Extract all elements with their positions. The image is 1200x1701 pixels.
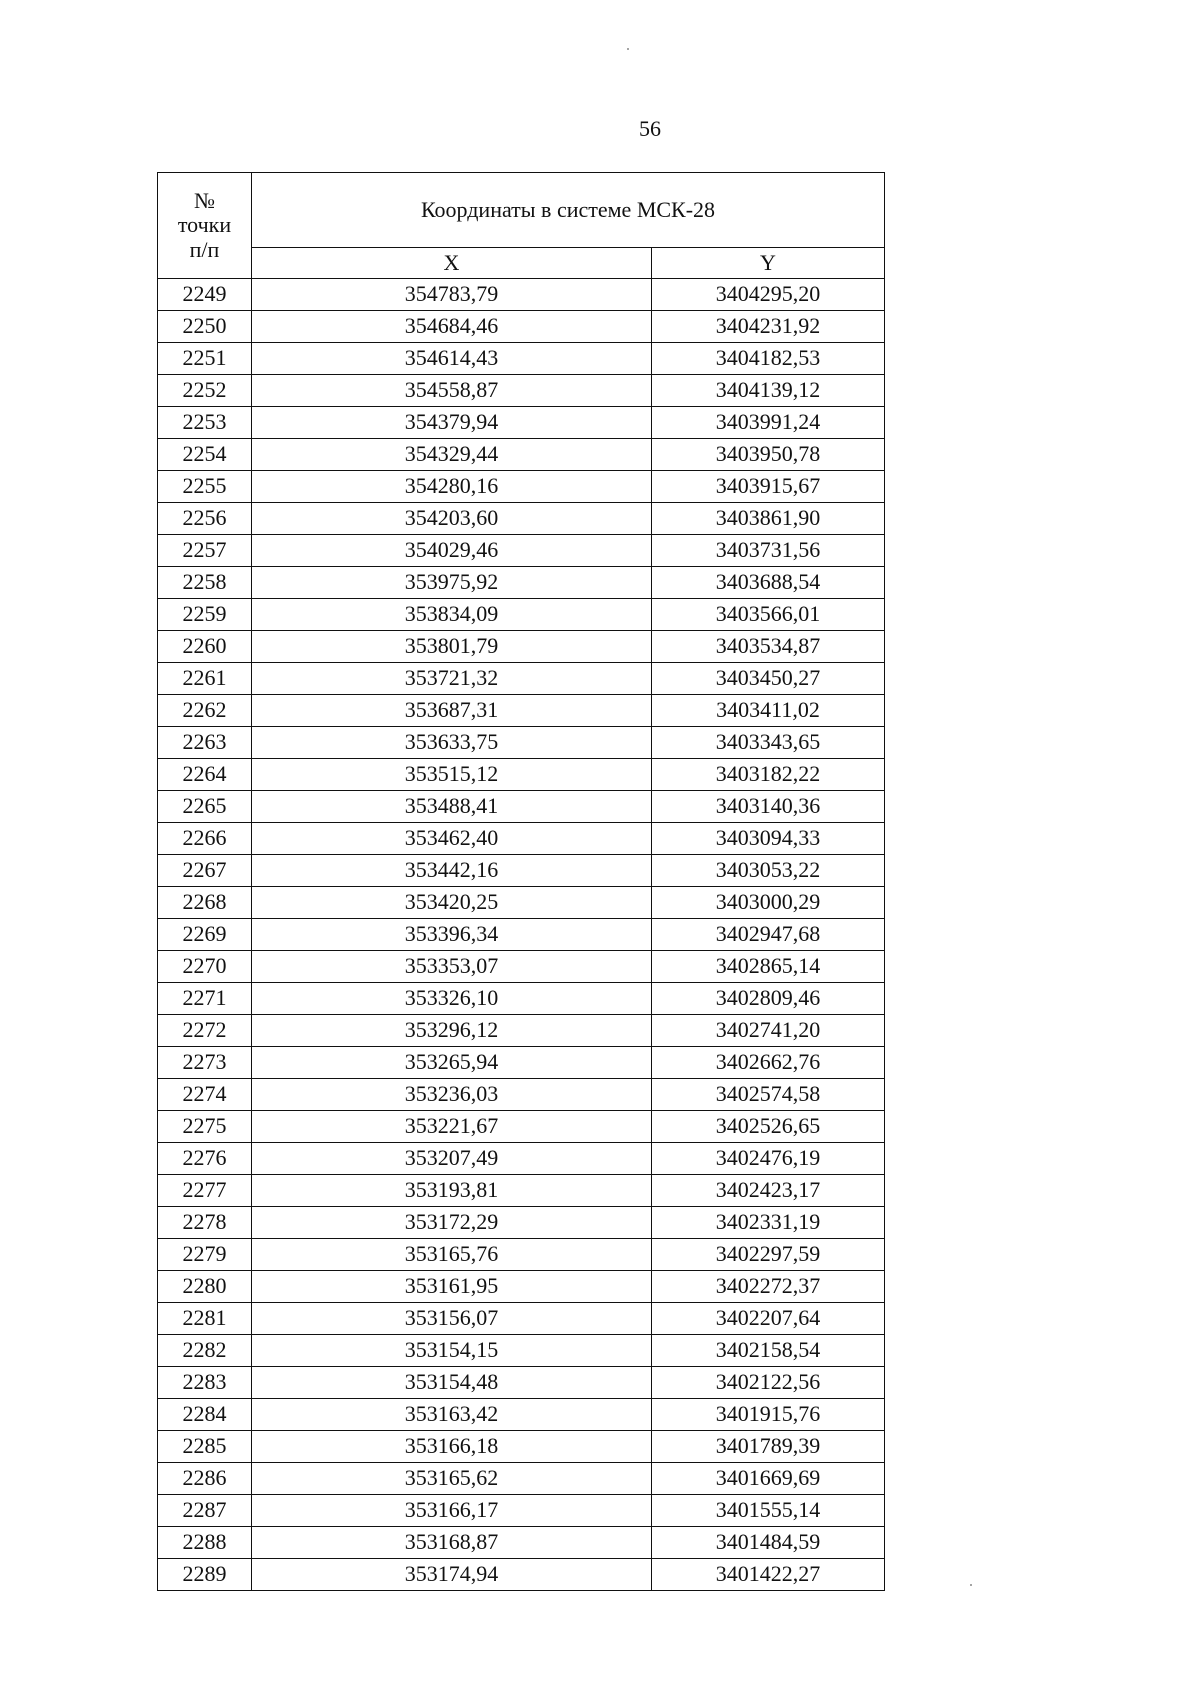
point-number-cell: 2280 bbox=[158, 1271, 252, 1303]
point-number-cell: 2260 bbox=[158, 631, 252, 663]
y-coordinate-cell: 3401789,39 bbox=[652, 1431, 885, 1463]
x-coordinate-cell: 354280,16 bbox=[252, 471, 652, 503]
x-coordinate-cell: 353975,92 bbox=[252, 567, 652, 599]
table-row bbox=[158, 1239, 885, 1271]
point-number-cell: 2277 bbox=[158, 1175, 252, 1207]
point-number-cell: 2256 bbox=[158, 503, 252, 535]
x-coordinate-cell: 353156,07 bbox=[252, 1303, 652, 1335]
y-coordinate-cell: 3403566,01 bbox=[652, 599, 885, 631]
x-coordinate-cell: 353420,25 bbox=[252, 887, 652, 919]
point-number-cell: 2272 bbox=[158, 1015, 252, 1047]
table-row bbox=[158, 791, 885, 823]
y-coordinate-cell: 3403450,27 bbox=[652, 663, 885, 695]
x-coordinate-cell: 354379,94 bbox=[252, 407, 652, 439]
y-coordinate-cell: 3402809,46 bbox=[652, 983, 885, 1015]
table-row bbox=[158, 1303, 885, 1335]
y-coordinate-cell: 3403140,36 bbox=[652, 791, 885, 823]
table-row bbox=[158, 375, 885, 407]
table-row bbox=[158, 759, 885, 791]
y-coordinate-cell: 3401484,59 bbox=[652, 1527, 885, 1559]
point-number-cell: 2276 bbox=[158, 1143, 252, 1175]
point-number-cell: 2288 bbox=[158, 1527, 252, 1559]
y-coordinate-cell: 3402331,19 bbox=[652, 1207, 885, 1239]
point-number-cell: 2268 bbox=[158, 887, 252, 919]
point-word: точки bbox=[177, 212, 232, 238]
point-number-cell: 2253 bbox=[158, 407, 252, 439]
table-row bbox=[158, 1079, 885, 1111]
table-row bbox=[158, 1431, 885, 1463]
point-number-cell: 2264 bbox=[158, 759, 252, 791]
y-coordinate-cell: 3402741,20 bbox=[652, 1015, 885, 1047]
y-coordinate-cell: 3404182,53 bbox=[652, 343, 885, 375]
x-coordinate-cell: 353326,10 bbox=[252, 983, 652, 1015]
x-coordinate-cell: 353165,76 bbox=[252, 1239, 652, 1271]
table-row bbox=[158, 439, 885, 471]
x-coordinate-cell: 353687,31 bbox=[252, 695, 652, 727]
x-coordinate-cell: 353488,41 bbox=[252, 791, 652, 823]
y-coordinate-cell: 3403094,33 bbox=[652, 823, 885, 855]
page-number: 56 bbox=[639, 116, 661, 141]
x-coordinate-cell: 354029,46 bbox=[252, 535, 652, 567]
point-number-cell: 2257 bbox=[158, 535, 252, 567]
point-number-cell: 2282 bbox=[158, 1335, 252, 1367]
x-coordinate-cell: 353207,49 bbox=[252, 1143, 652, 1175]
table-row bbox=[158, 471, 885, 503]
point-number-cell: 2255 bbox=[158, 471, 252, 503]
point-number-cell: 2278 bbox=[158, 1207, 252, 1239]
point-number-cell: 2266 bbox=[158, 823, 252, 855]
y-coordinate-cell: 3403534,87 bbox=[652, 631, 885, 663]
x-column-header: X bbox=[252, 248, 652, 279]
y-coordinate-cell: 3403343,65 bbox=[652, 727, 885, 759]
table-row bbox=[158, 823, 885, 855]
point-number-cell: 2273 bbox=[158, 1047, 252, 1079]
x-coordinate-cell: 353154,48 bbox=[252, 1367, 652, 1399]
point-number-cell: 2267 bbox=[158, 855, 252, 887]
x-coordinate-cell: 354684,46 bbox=[252, 311, 652, 343]
y-coordinate-cell: 3403991,24 bbox=[652, 407, 885, 439]
table-body bbox=[158, 279, 885, 1591]
y-coordinate-cell: 3402272,37 bbox=[652, 1271, 885, 1303]
y-coordinate-cell: 3403411,02 bbox=[652, 695, 885, 727]
y-coordinate-cell: 3403000,29 bbox=[652, 887, 885, 919]
y-coordinate-cell: 3402423,17 bbox=[652, 1175, 885, 1207]
scan-speck bbox=[627, 48, 629, 50]
table-row bbox=[158, 983, 885, 1015]
x-coordinate-cell: 353161,95 bbox=[252, 1271, 652, 1303]
table-row bbox=[158, 855, 885, 887]
table-row bbox=[158, 343, 885, 375]
point-number-cell: 2269 bbox=[158, 919, 252, 951]
table-row bbox=[158, 1559, 885, 1591]
x-coordinate-cell: 353834,09 bbox=[252, 599, 652, 631]
point-number-cell: 2249 bbox=[158, 279, 252, 311]
x-coordinate-cell: 353396,34 bbox=[252, 919, 652, 951]
point-number-cell: 2254 bbox=[158, 439, 252, 471]
y-coordinate-cell: 3402476,19 bbox=[652, 1143, 885, 1175]
y-coordinate-cell: 3402122,56 bbox=[652, 1367, 885, 1399]
y-coordinate-cell: 3401669,69 bbox=[652, 1463, 885, 1495]
y-coordinate-cell: 3402865,14 bbox=[652, 951, 885, 983]
y-coordinate-cell: 3402297,59 bbox=[652, 1239, 885, 1271]
x-coordinate-cell: 353154,15 bbox=[252, 1335, 652, 1367]
table-row bbox=[158, 727, 885, 759]
point-number-cell: 2286 bbox=[158, 1463, 252, 1495]
x-coordinate-cell: 354614,43 bbox=[252, 343, 652, 375]
table-row bbox=[158, 1143, 885, 1175]
scan-speck bbox=[970, 1584, 972, 1586]
ordinal-abbr: п/п bbox=[189, 236, 220, 262]
table-row bbox=[158, 887, 885, 919]
point-number-cell: 2279 bbox=[158, 1239, 252, 1271]
point-number-cell: 2274 bbox=[158, 1079, 252, 1111]
x-coordinate-cell: 353265,94 bbox=[252, 1047, 652, 1079]
point-number-cell: 2251 bbox=[158, 343, 252, 375]
x-coordinate-cell: 353721,32 bbox=[252, 663, 652, 695]
point-number-cell: 2258 bbox=[158, 567, 252, 599]
table-row bbox=[158, 1495, 885, 1527]
table-row bbox=[158, 631, 885, 663]
point-number-cell: 2284 bbox=[158, 1399, 252, 1431]
y-coordinate-cell: 3403688,54 bbox=[652, 567, 885, 599]
x-coordinate-cell: 354558,87 bbox=[252, 375, 652, 407]
y-coordinate-cell: 3401555,14 bbox=[652, 1495, 885, 1527]
point-number-cell: 2283 bbox=[158, 1367, 252, 1399]
point-number-cell: 2271 bbox=[158, 983, 252, 1015]
y-coordinate-cell: 3403915,67 bbox=[652, 471, 885, 503]
x-coordinate-cell: 353296,12 bbox=[252, 1015, 652, 1047]
point-number-cell: 2259 bbox=[158, 599, 252, 631]
point-number-cell: 2275 bbox=[158, 1111, 252, 1143]
x-coordinate-cell: 354783,79 bbox=[252, 279, 652, 311]
point-number-cell: 2252 bbox=[158, 375, 252, 407]
x-coordinate-cell: 353353,07 bbox=[252, 951, 652, 983]
table-row bbox=[158, 1175, 885, 1207]
x-coordinate-cell: 354203,60 bbox=[252, 503, 652, 535]
point-number-cell: 2250 bbox=[158, 311, 252, 343]
y-coordinate-cell: 3402158,54 bbox=[652, 1335, 885, 1367]
y-coordinate-cell: 3403861,90 bbox=[652, 503, 885, 535]
table-row bbox=[158, 535, 885, 567]
y-coordinate-cell: 3403950,78 bbox=[652, 439, 885, 471]
x-coordinate-cell: 353801,79 bbox=[252, 631, 652, 663]
table-row bbox=[158, 1399, 885, 1431]
x-coordinate-cell: 353462,40 bbox=[252, 823, 652, 855]
y-coordinate-cell: 3403182,22 bbox=[652, 759, 885, 791]
x-coordinate-cell: 354329,44 bbox=[252, 439, 652, 471]
point-number-cell: 2285 bbox=[158, 1431, 252, 1463]
y-coordinate-cell: 3403053,22 bbox=[652, 855, 885, 887]
y-coordinate-cell: 3402207,64 bbox=[652, 1303, 885, 1335]
y-column-header: Y bbox=[652, 248, 885, 279]
x-coordinate-cell: 353166,18 bbox=[252, 1431, 652, 1463]
point-number-cell: 2287 bbox=[158, 1495, 252, 1527]
table-row bbox=[158, 279, 885, 311]
x-coordinate-cell: 353515,12 bbox=[252, 759, 652, 791]
x-coordinate-cell: 353442,16 bbox=[252, 855, 652, 887]
table-row bbox=[158, 695, 885, 727]
table-row bbox=[158, 1463, 885, 1495]
y-coordinate-cell: 3402526,65 bbox=[652, 1111, 885, 1143]
y-coordinate-cell: 3402947,68 bbox=[652, 919, 885, 951]
point-number-header bbox=[158, 173, 252, 279]
point-number-cell: 2262 bbox=[158, 695, 252, 727]
table-row bbox=[158, 311, 885, 343]
coordinates-system-header: Координаты в системе МСК-28 bbox=[252, 173, 885, 248]
y-coordinate-cell: 3404139,12 bbox=[652, 375, 885, 407]
table-row bbox=[158, 1335, 885, 1367]
x-coordinate-cell: 353221,67 bbox=[252, 1111, 652, 1143]
point-number-cell: 2270 bbox=[158, 951, 252, 983]
table-row bbox=[158, 1111, 885, 1143]
table-row bbox=[158, 663, 885, 695]
table-row bbox=[158, 503, 885, 535]
table-row bbox=[158, 1527, 885, 1559]
y-coordinate-cell: 3402574,58 bbox=[652, 1079, 885, 1111]
point-number-cell: 2281 bbox=[158, 1303, 252, 1335]
coordinates-table bbox=[157, 172, 885, 1591]
table-row bbox=[158, 1207, 885, 1239]
point-number-cell: 2265 bbox=[158, 791, 252, 823]
table-row bbox=[158, 567, 885, 599]
x-coordinate-cell: 353163,42 bbox=[252, 1399, 652, 1431]
table-row bbox=[158, 951, 885, 983]
point-number-cell: 2289 bbox=[158, 1559, 252, 1591]
table-row bbox=[158, 919, 885, 951]
table-row bbox=[158, 407, 885, 439]
y-coordinate-cell: 3403731,56 bbox=[652, 535, 885, 567]
table-row bbox=[158, 1367, 885, 1399]
x-coordinate-cell: 353174,94 bbox=[252, 1559, 652, 1591]
y-coordinate-cell: 3404231,92 bbox=[652, 311, 885, 343]
y-coordinate-cell: 3401915,76 bbox=[652, 1399, 885, 1431]
x-coordinate-cell: 353236,03 bbox=[252, 1079, 652, 1111]
x-coordinate-cell: 353633,75 bbox=[252, 727, 652, 759]
x-coordinate-cell: 353193,81 bbox=[252, 1175, 652, 1207]
table-row bbox=[158, 1047, 885, 1079]
x-coordinate-cell: 353172,29 bbox=[252, 1207, 652, 1239]
point-number-cell: 2263 bbox=[158, 727, 252, 759]
table-row bbox=[158, 1015, 885, 1047]
x-coordinate-cell: 353166,17 bbox=[252, 1495, 652, 1527]
number-sign: № bbox=[194, 188, 215, 214]
x-coordinate-cell: 353168,87 bbox=[252, 1527, 652, 1559]
y-coordinate-cell: 3402662,76 bbox=[652, 1047, 885, 1079]
table-row bbox=[158, 1271, 885, 1303]
table-row bbox=[158, 599, 885, 631]
y-coordinate-cell: 3401422,27 bbox=[652, 1559, 885, 1591]
x-coordinate-cell: 353165,62 bbox=[252, 1463, 652, 1495]
point-number-cell: 2261 bbox=[158, 663, 252, 695]
y-coordinate-cell: 3404295,20 bbox=[652, 279, 885, 311]
